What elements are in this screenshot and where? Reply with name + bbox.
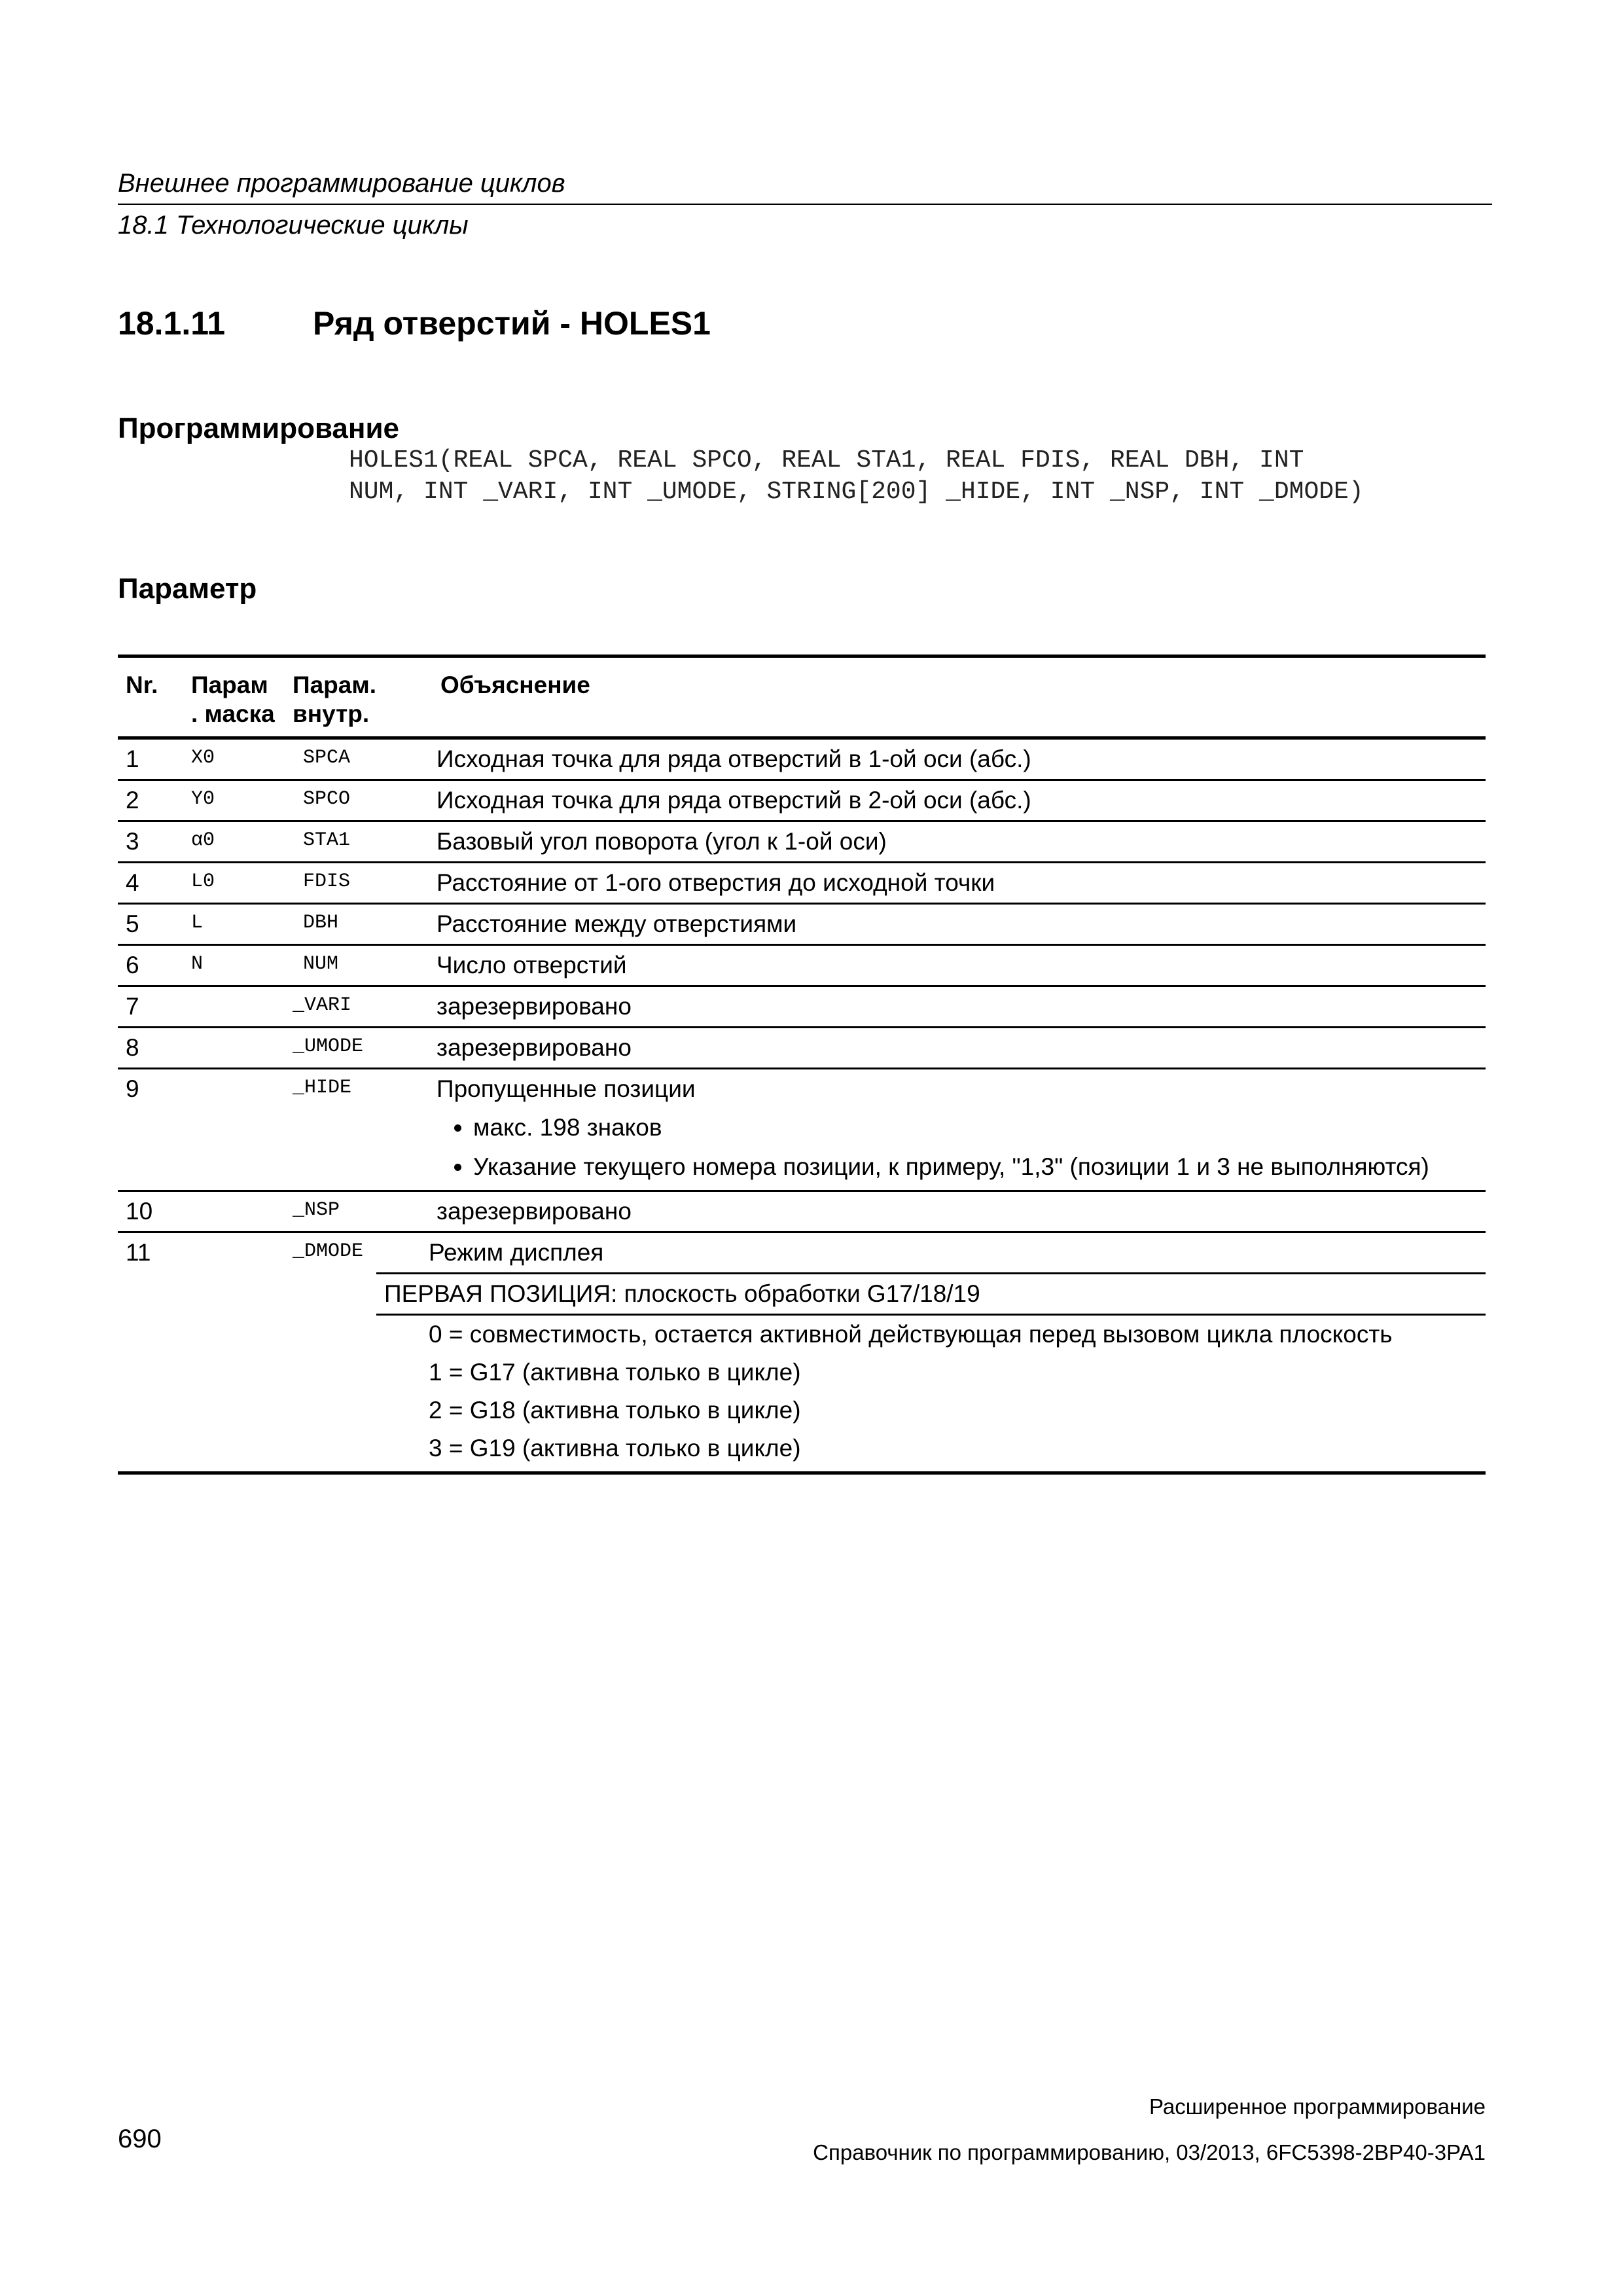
dmode-value: 1 = G17 (активна только в цикле) [429, 1359, 801, 1386]
parameter-heading: Параметр [118, 573, 257, 605]
row-internal: _NSP [293, 1199, 340, 1221]
row-nr: 6 [126, 952, 139, 978]
row-explanation: зарезервировано [437, 1198, 632, 1225]
row-internal: _DMODE [293, 1240, 364, 1263]
section-number: 18.1.11 [118, 305, 226, 342]
row-internal: NUM [303, 953, 339, 975]
row-internal: STA1 [303, 829, 351, 852]
column-header-mask-line: Парам [191, 672, 268, 698]
row-mask [183, 1191, 285, 1232]
book-title: Расширенное программирование [1149, 2094, 1486, 2119]
table-header-row [118, 656, 1486, 738]
book-info: Справочник по программированию, 03/2013, 6FC5398-2BP40-3PA1 [813, 2140, 1486, 2164]
row-mask [183, 1028, 285, 1069]
row-mask: N [191, 953, 204, 975]
row-explanation-block [384, 1232, 1486, 1473]
row-internal: SPCA [303, 747, 351, 769]
row-nr: 5 [126, 910, 139, 937]
row-explanation-block [429, 1069, 1486, 1191]
programming-heading: Программирование [118, 412, 399, 444]
row-nr: 3 [126, 828, 139, 855]
row-internal: DBH [303, 912, 339, 934]
row-explanation: Пропущенные позиции [437, 1075, 696, 1102]
row-mask: Y0 [191, 788, 215, 810]
table-row [118, 986, 1486, 1028]
row-explanation: Число отверстий [437, 952, 627, 978]
row-nr: 8 [126, 1034, 139, 1061]
row-internal: _VARI [293, 994, 352, 1016]
table-row [118, 1069, 1486, 1191]
row-explanation: Исходная точка для ряда отверстий в 1-ой оси (абс.) [437, 745, 1031, 772]
parameter-table [118, 655, 1486, 1475]
table-row [118, 1232, 1486, 1473]
footer-book-info [813, 2094, 1486, 2165]
table-row [118, 738, 1486, 780]
row-explanation: Расстояние между отверстиями [437, 910, 797, 937]
dmode-value: 2 = G18 (активна только в цикле) [429, 1397, 801, 1424]
row-internal: _HIDE [293, 1077, 352, 1099]
dmode-value: 3 = G19 (активна только в цикле) [429, 1435, 801, 1462]
table-row [118, 945, 1486, 986]
column-header-internal-line: Парам. [293, 672, 377, 698]
row-nr: 1 [126, 745, 139, 772]
row-explanation: зарезервировано [437, 993, 632, 1020]
table-row [118, 1028, 1486, 1069]
column-header-internal [285, 656, 429, 738]
table-row [118, 821, 1486, 863]
code-signature [349, 445, 1501, 508]
row-nr: 4 [126, 869, 139, 896]
dmode-sub-heading: ПЕРВАЯ ПОЗИЦИЯ: плоскость обработки G17/18/19 [376, 1274, 1486, 1316]
row-mask: L0 [191, 870, 215, 893]
header-rule [118, 204, 1492, 205]
bullet-item: • Указание текущего номера позиции, к примеру, "1,3" (позиции 1 и 3 не выполняются) [473, 1151, 1478, 1183]
row-explanation: зарезервировано [437, 1034, 632, 1061]
code-line: NUM, INT _VARI, INT _UMODE, STRING[200] _HIDE, INT _NSP, INT _DMODE) [349, 478, 1364, 506]
row-nr: 2 [126, 787, 139, 814]
column-header-internal-line: внутр. [293, 700, 370, 727]
code-line: HOLES1(REAL SPCA, REAL SPCO, REAL STA1, REAL FDIS, REAL DBH, INT [349, 446, 1304, 475]
row-nr: 7 [126, 993, 139, 1020]
column-header-mask [183, 656, 285, 738]
dmode-values [376, 1316, 1486, 1471]
table-row [118, 863, 1486, 904]
row-explanation: Режим дисплея [376, 1233, 1486, 1274]
row-mask: L [191, 912, 204, 934]
section-heading [118, 304, 711, 342]
table-row [118, 904, 1486, 945]
column-header-mask-line: . маска [191, 700, 275, 727]
row-mask [183, 1232, 285, 1473]
row-explanation: Расстояние от 1-ого отверстия до исходной точки [437, 869, 995, 896]
row-internal: FDIS [303, 870, 351, 893]
running-header [118, 167, 1492, 242]
row-explanation: Базовый угол поворота (угол к 1-ой оси) [437, 828, 887, 855]
row-mask: α0 [191, 829, 215, 852]
bullet-item: • макс. 198 знаков [473, 1111, 1478, 1144]
row-nr: 9 [126, 1075, 139, 1102]
section-heading-title: Ряд отверстий - HOLES1 [313, 305, 711, 342]
table-row [118, 1191, 1486, 1232]
row-mask [183, 1069, 285, 1191]
column-header-nr: Nr. [126, 672, 158, 698]
row-internal: SPCO [303, 788, 351, 810]
column-header-explanation: Объяснение [440, 672, 590, 698]
row-nr: 10 [126, 1198, 153, 1225]
row-internal: _UMODE [293, 1035, 364, 1058]
bullet-list [437, 1111, 1478, 1183]
row-mask [183, 986, 285, 1028]
chapter-title: Внешнее программирование циклов [118, 169, 565, 198]
dmode-sub-table [376, 1233, 1486, 1471]
section-title: 18.1 Технологические циклы [118, 211, 469, 240]
row-mask: X0 [191, 747, 215, 769]
table-row [118, 780, 1486, 821]
row-explanation: Исходная точка для ряда отверстий в 2-ой оси (абс.) [437, 787, 1031, 814]
page-number: 690 [118, 2125, 162, 2153]
row-nr: 11 [126, 1239, 151, 1266]
dmode-value: 0 = совместимость, остается активной действующая перед вызовом цикла плоскость [429, 1321, 1393, 1348]
